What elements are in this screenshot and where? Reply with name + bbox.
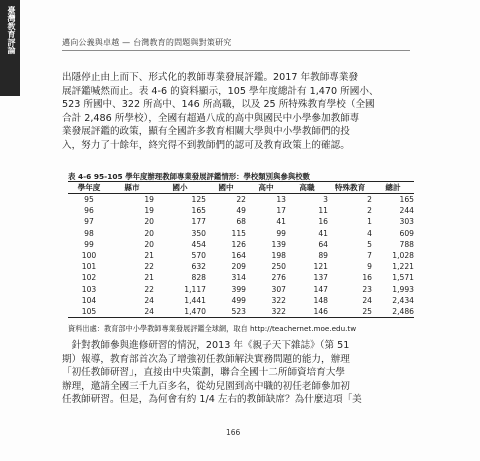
table-cell: 104 [81, 295, 97, 305]
table-row [68, 205, 414, 216]
table-cell: 314 [231, 273, 246, 283]
table-cell: 399 [231, 284, 246, 294]
table-cell: 244 [399, 206, 414, 216]
table-cell: 41 [318, 228, 328, 238]
table-cell: 250 [271, 262, 286, 272]
table-cell: 177 [191, 217, 206, 227]
table-cell: 209 [231, 262, 246, 272]
paragraph-line: 辦理，邀請全國三千九百多名，從幼兒園到高中職的初任老師參加初 [62, 380, 350, 392]
paragraph-line: 523 所國中、322 所高中、146 所高職，以及 25 所特殊教育學校（全國 [62, 99, 375, 111]
table-cell: 68 [236, 217, 246, 227]
header-rule [62, 50, 410, 51]
table-cell: 19 [144, 206, 154, 216]
paragraph-line: 展評鑑喊然而止。表 4-6 的資料顯示，105 學年度總計有 1,470 所國小、 [62, 85, 379, 97]
paragraph-line: 入，努力了十餘年，終究得不到教師們的認可及教育政策上的確認。 [62, 139, 350, 151]
table-cell: 164 [231, 251, 246, 261]
table-cell: 632 [191, 262, 206, 272]
table-row [68, 306, 414, 318]
table-body [68, 194, 414, 318]
table-cell: 4 [367, 228, 372, 238]
table-cell: 20 [144, 217, 154, 227]
table-cell: 1,028 [392, 251, 414, 261]
table-cell: 198 [271, 251, 286, 261]
col-header-county: 縣市 [110, 182, 154, 194]
table-cell: 103 [81, 284, 97, 294]
table-cell: 165 [399, 195, 414, 205]
table-cell: 1,571 [392, 273, 414, 283]
paragraph-line: 出隱停止由上而下、形式化的教師專業發展評鑑。2017 年教師專業發 [62, 72, 359, 83]
table-cell: 146 [286, 306, 328, 318]
table-cell: 21 [144, 273, 154, 283]
table-cell: 350 [191, 228, 206, 238]
table-title: 表 4-6 95-105 學年度辦理教師專業發展評鑑情形：學校類別與參與校數 [68, 172, 311, 181]
col-header-total: 總計 [372, 182, 414, 194]
table-cell: 22 [144, 262, 154, 272]
side-tab [0, 0, 20, 96]
paragraph-line: 期）報導，教育部首次為了增強初任教師解決實務問題的能力，辦理 [62, 353, 350, 365]
table-header-row [68, 182, 414, 194]
table-cell: 148 [313, 295, 328, 305]
table-cell: 64 [318, 239, 328, 249]
table-source-note: 資料出處：教育部中小學教師專業發展評鑑全球網，取自 http://teachernet.moe.edu.tw [68, 324, 357, 333]
table-cell: 19 [144, 195, 154, 205]
table-cell: 20 [144, 239, 154, 249]
table-cell: 2,486 [372, 306, 414, 318]
page-number: 166 [226, 428, 241, 437]
table-cell: 322 [246, 306, 286, 318]
table-cell: 20 [144, 228, 154, 238]
table-cell: 5 [367, 239, 372, 249]
table-cell: 41 [276, 217, 286, 227]
table-cell: 788 [399, 239, 414, 249]
table-cell: 276 [271, 273, 286, 283]
col-header-special-ed: 特殊教育 [328, 182, 372, 194]
table-cell: 322 [271, 295, 286, 305]
table-cell: 97 [84, 217, 94, 227]
table-row [68, 228, 414, 239]
col-header-vocational: 高職 [286, 182, 328, 194]
participation-table [68, 181, 414, 318]
table-cell: 16 [362, 273, 372, 283]
table-cell: 147 [313, 284, 328, 294]
table-cell: 22 [144, 284, 154, 294]
paragraph-2 [62, 339, 418, 407]
table-cell: 22 [236, 195, 246, 205]
table-cell: 95 [84, 195, 94, 205]
table-cell: 2,434 [392, 295, 414, 305]
table-cell: 137 [313, 273, 328, 283]
table-cell: 24 [362, 295, 372, 305]
table-row [68, 272, 414, 283]
table-cell: 9 [367, 262, 372, 272]
table-cell: 13 [276, 195, 286, 205]
table-cell: 139 [271, 239, 286, 249]
table-cell: 24 [110, 306, 154, 318]
paragraph-line: 針對教師參與進修研習的情況，2013 年《親子天下雜誌》（第 51 [62, 340, 350, 351]
table-row [68, 194, 414, 206]
col-header-senior-high: 高中 [246, 182, 286, 194]
table-cell: 102 [81, 273, 97, 283]
table-cell: 1 [367, 217, 372, 227]
table-row [68, 216, 414, 227]
col-header-year: 學年度 [68, 182, 110, 194]
col-header-elementary: 國小 [154, 182, 206, 194]
table-cell: 98 [84, 228, 94, 238]
table-cell: 307 [271, 284, 286, 294]
paragraph-line: 合計 2,486 所學校），全國有超過八成的高中與國民中小學參加教師專 [62, 112, 360, 124]
table-cell: 23 [362, 284, 372, 294]
table-cell: 165 [191, 206, 206, 216]
table-cell: 303 [399, 217, 414, 227]
table-cell: 828 [191, 273, 206, 283]
table-row [68, 295, 414, 306]
table-cell: 125 [191, 195, 206, 205]
table-cell: 1,993 [392, 284, 414, 294]
table-row [68, 261, 414, 272]
table-cell: 99 [276, 228, 286, 238]
table-cell: 121 [313, 262, 328, 272]
table-cell: 17 [276, 206, 286, 216]
table-cell: 49 [236, 206, 246, 216]
col-header-junior-high: 國中 [206, 182, 246, 194]
side-tab-label: 臺灣教育評論 [7, 6, 16, 54]
table-cell: 523 [206, 306, 246, 318]
table-cell: 105 [68, 306, 110, 318]
paragraph-line: 業發展評鑑的政策，顯有全國許多教育相關大學與中小學教師們的投 [62, 126, 350, 138]
table-cell: 1,117 [184, 284, 206, 294]
table-cell: 2 [367, 206, 372, 216]
table-cell: 126 [231, 239, 246, 249]
table-cell: 16 [318, 217, 328, 227]
table-cell: 100 [81, 251, 97, 261]
table-cell: 454 [191, 239, 206, 249]
table-cell: 89 [318, 251, 328, 261]
table-cell: 609 [399, 228, 414, 238]
paragraph-1 [62, 71, 418, 153]
paragraph-line: 「初任教師研習」，直接由中央策劃，聯合全國十二所師資培育大學 [62, 367, 346, 379]
table-cell: 96 [84, 206, 94, 216]
table-cell: 101 [81, 262, 97, 272]
table-row [68, 239, 414, 250]
table-cell: 24 [144, 295, 154, 305]
table-cell: 1,470 [154, 306, 206, 318]
table-cell: 99 [84, 239, 94, 249]
table-cell: 499 [231, 295, 246, 305]
table-cell: 11 [318, 206, 328, 216]
table-cell: 21 [144, 251, 154, 261]
table-cell: 3 [323, 195, 328, 205]
table-cell: 115 [231, 228, 246, 238]
table-cell: 2 [367, 195, 372, 205]
table-cell: 1,441 [184, 295, 206, 305]
table-row [68, 250, 414, 261]
running-header: 邁向公義與卓越 — 台灣教育的問題與對策研究 [62, 38, 232, 47]
paragraph-line: 任教師研習。但是，為何會有約 1/4 左右的教師缺席？為什麼這項「美 [62, 394, 362, 406]
table-row [68, 284, 414, 295]
table-cell: 25 [328, 306, 372, 318]
table-cell: 7 [367, 251, 372, 261]
table-cell: 1,221 [392, 262, 414, 272]
table-cell: 570 [191, 251, 206, 261]
